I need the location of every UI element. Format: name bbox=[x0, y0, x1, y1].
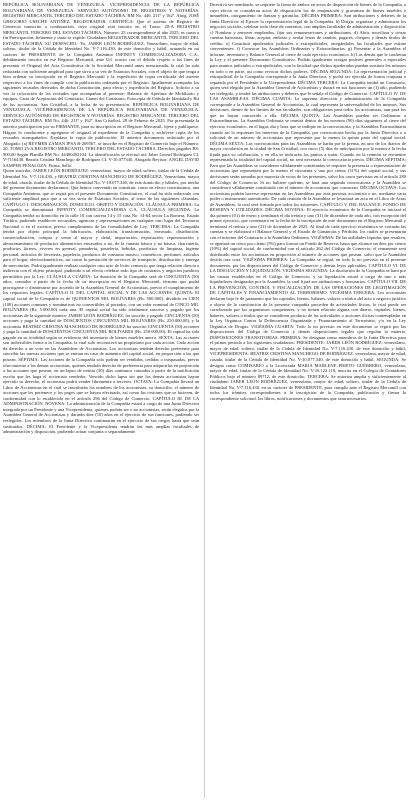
column-text: Quien suscribe, JABER LEÓN RODRÍGUEZ, venezolano, mayor de edad, soltero, titular de la Cédula de Identidad No. V-7.116.430, y BEATRIZ CRISTINA MANCHEGO DE RODRÍGUEZ, Venezolana, mayor de edad, casada, titular de la Cédula de Identidad No. V-10.077.340, de este domicilio y hábiles, por medio del presente documento declaramos: Que hemos convenido en constituir, como en efecto constituimos, una Compañía Anónima, que se regirá por el presente Documento Constitutivo, el cual ha sido redactado con suficiente amplitud para que a su vez sirva de Estatutos Sociales, al tenor de las siguientes cláusulas: CAPÍTULO I. DENOMINACIÓN, DOMICILIO, OBJETO Y DURACIÓN. CLÁUSULA PRIMERA: La Compañía se denominará INFINITY COMERCIALIZADORA C.A. CLÁUSULA SEGUNDA: La Compañía tendrá su domicilio en la calle 10 con carrera 14 y 15 casa No. 14-64 sector La Romera, Estado Táchira, pudiendo establecer sucursales, agencias y representaciones en cualquier otro lugar del Territorio Nacional o en el exterior, previo cumplimiento de las formalidades de Ley. TERCERA: La Compañía tendrá por objeto principal la fabricación, elaboración, transformación, envasado, distribución, comercialización, compra y venta al mayor y detal, importación, exportación, representación y almacenamiento de productos alimenticios envasados o no, de la canasta básica y no básica, charcutería, productos lácteos, víveres en general, panadería, pastelería, bebidas, productos de limpieza, higiene personal, artículos de ferretería, papelería, productos de consumo masivo, cosméticos, perfumes, artículos para el hogar, electrodomésticos, así como la prestación de servicios de transporte, distribución y entrega de mercancías. Podrá igualmente realizar cualquier otro acto de lícito comercio que tenga relación directa o indirecta con el objeto principal, pudiendo a tal efecto celebrar todo tipo de contratos y negocios jurídicos permitidos por la Ley. CLÁUSULA CUARTA: La duración de la Compañía será de CINCUENTA (50) años, contados a partir de la fecha de su inscripción en el Registro Mercantil, término que podrá prorrogarse o disminuirse por acuerdo de la Asamblea General de Accionistas, previo el cumplimiento de los requisitos legales. CAPÍTULO II. DEL CAPITAL SOCIAL Y DE LAS ACCIONES. QUINTA: El capital social de la Compañía es de QUINIENTOS MIL BOLÍVARES (Bs. 500.000), dividido en CIEN (100) acciones comunes y nominativas no convertibles al portador, con un valor nominal de CINCO MIL BOLÍVARES (Bs. 5.000,00) cada una. El capital social ha sido totalmente suscrito y pagado por los accionistas de la siguiente manera: JABER LEÓN RODRÍGUEZ, ha suscrito y pagado CINCUENTA (50) acciones y paga la cantidad de DOSCIENTOS CINCUENTA MIL BOLÍVARES (Bs. 250.000,00), y la accionista BEATRIZ CRISTINA MANCHEGO DE RODRÍGUEZ ha suscrito CINCUENTA (50) acciones y paga la cantidad de DOSCIENTOS CINCUENTA MIL BOLÍVARES (Bs. 250.000,00). El capital ha sido pagado en su totalidad según se evidencia del inventario de bienes muebles anexo. SEXTA: Las acciones son indivisibles frente a la Compañía, la cual solo reconocerá un propietario por cada acción. Cada acción da derecho a un voto en las Asambleas de Accionistas. Los accionistas tendrán derecho preferente para suscribir las nuevas acciones que se emitan en caso de aumento del capital social, en proporción a las que posean. SÉPTIMA: Las acciones de la Compañía sólo podrán ser vendidas, cedidas o traspasadas, previo ofrecimiento a los demás accionistas, quienes tendrán derecho de preferencia para adquirirlas en proporción a las acciones que posean, en un lapso de treinta (30) días continuos contados a partir de la notificación escrita que les haga el accionista vendedor. Vencido dicho lapso sin que los demás accionistas hayan ejercido su derecho, el accionista podrá vender libremente a terceros. OCTAVA: La Compañía llevará un Libro de Accionistas en el cual se inscribirán los nombres de los accionistas, su domicilio, el número de acciones que les pertenece y los pagos que se hayan efectuado, así como las cesiones que se hicieren, de conformidad con lo establecido en el artículo 296 del Código de Comercio. CAPÍTULO III. DE LA ADMINISTRACIÓN. NOVENA: La administración de la Compañía estará a cargo de una Junta Directiva integrada por un Presidente y una Vicepresidenta, quienes podrán ser o no accionistas, serán elegidos por la Asamblea General de Accionistas y durarán diez (10) años en el ejercicio de sus funciones, pudiendo ser reelegidos. Los miembros de la Junta Directiva continuarán en el ejercicio de sus cargos hasta que sean sustituidos. DÉCIMA: El Presidente y la Vicepresidenta tendrán las más amplias facultades de administración y disposición, pudiendo actuar conjunta o separadamente. bbox=[3, 168, 200, 435]
column-text: Directiva ser nombrado, se requiere la firma de ambos en actos de disposición de bienes de la Compañía, a cuyo efecto se consideran actos de disposición los de enajenación y gravamen de bienes muebles e inmuebles, otorgamiento de fianzas y garantías. DÉCIMA PRIMERA: Son atribuciones y deberes de la Junta Directiva: a) Ejercer la representación legal de la Compañía. b) Dirigir, organizar y administrar los negocios sociales, celebrar toda clase de contratos, con amplias facultades de administración y disposición. c) Nombrar y remover empleados, fijar sus remuneraciones y atribuciones. d) Abrir, movilizar y cerrar cuentas bancarias, librar, aceptar, endosar y avalar letras de cambio, pagarés, cheques y demás títulos de crédito. e) Constituir apoderados judiciales o extrajudiciales, otorgándoles las facultades que estime convenientes. f) Convocar las Asambleas Ordinarias y Extraordinarias. g) Presentar a la Asamblea el informe, inventario y Balance General al cierre de cada ejercicio económico. h) Las demás que le confieran la Ley y el presente Documento Constitutivo. Podrán igualmente otorgar poderes generales o especiales para asuntos judiciales o extrajudiciales, con la facultad que dichos apoderados puedan sustituir los mismos en todo o en parte, así como revocar dichos poderes. DÉCIMA SEGUNDA: La representación judicial y extrajudicial de la Compañía corresponde a la Junta Directiva, y podrá ser ejercida de forma conjunta o separada por el Presidente o la Vicepresidenta. DÉCIMA TERCERA: La Compañía tendrá un Comisario, quien será elegido por la Asamblea General de Accionistas y durará en sus funciones un (1) año, pudiendo ser reelegido, y tendrá las atribuciones y deberes que le señala el Código de Comercio. CAPÍTULO IV. DE LAS ASAMBLEAS. DÉCIMA CUARTA: La suprema dirección y administración de la Compañía corresponde a la Asamblea General de Accionistas, la cual representa la universalidad de los mismos. Sus decisiones, dentro de los límites de sus facultades, son obligatorias para todos los accionistas, aun para los que no hayan concurrido a ella. DÉCIMA QUINTA: Las Asambleas pueden ser Ordinarias o Extraordinarias. La Asamblea Ordinaria se reunirá dentro de los noventa (90) días siguientes al cierre del ejercicio económico, en el lugar, día y hora que se indique en la convocatoria, y la Asamblea Extraordinaria cuando así lo requieran los intereses de la Compañía, por convocatoria hecha por la Junta Directiva o a solicitud de un número de accionistas que represente por lo menos la quinta parte del capital social. DÉCIMA SEXTA: Las convocatorias para las Asambleas se harán por la prensa, en uno de los diarios de mayor circulación en la ciudad de San Cristóbal, con cinco (5) días de anticipación por lo menos a la fecha fijada para su celebración, y en ella se indicarán los puntos a tratar. Cuando en la reunión se encuentre representada la totalidad del capital social, no será necesaria la convocatoria previa. DÉCIMA SÉPTIMA: Para que las Asambleas se consideren válidamente constituidas se requiere la presencia o representación de accionistas que representen por lo menos el cincuenta y uno por ciento (51%) del capital social, y sus decisiones serán tomadas por mayoría de votos de los presentes, salvo los casos previstos en el artículo 280 del Código de Comercio. Si no hubiere quórum, se hará una segunda convocatoria y la Asamblea se considerará válidamente constituida con el número de accionistas que concurran. DÉCIMA OCTAVA: Los accionistas podrán hacerse representar en las Asambleas por otra persona, accionista o no, mediante carta poder o instrumento autenticado. De cada reunión de la Asamblea se levantará un acta en el Libro de Actas de Asambleas, la cual será firmada por todos los asistentes. CAPÍTULO V. DEL BALANCE, FONDO DE RESERVA Y UTILIDADES. DÉCIMA NOVENA: El ejercicio económico de la Compañía se iniciará el día primero (01) de enero y terminará el día treinta y uno (31) de diciembre de cada año, con excepción del primer ejercicio, que comenzará en la fecha de la inscripción de este documento en el Registro Mercantil y terminará el treinta y uno (31) de diciembre de 2025. Al final de cada ejercicio económico se cortarán las cuentas y se elaborará el Balance General y el Estado de Ganancias y Pérdidas, los cuales se presentarán con el informe del Comisario a la Asamblea Ordinaria. VIGÉSIMA: De las utilidades líquidas que resulten, se apartará un cinco por ciento (5%) para formar un Fondo de Reserva, hasta que alcance un diez por ciento (10%) del capital social, de conformidad con el artículo 262 del Código de Comercio; el remanente será distribuido entre los accionistas en proporción al número de acciones que posean, salvo que la Asamblea decida otra cosa. VIGÉSIMA PRIMERA: La Compañía se regirá, en todo lo no previsto en el presente documento, por las disposiciones del Código de Comercio y demás leyes aplicables. CAPÍTULO VI. DE LA DISOLUCIÓN Y LIQUIDACIÓN. VIGÉSIMA SEGUNDA: La disolución de la Compañía se hará por las causas establecidas en el Código de Comercio, y su liquidación estará a cargo de uno o más liquidadores designados por la Asamblea, la cual fijará sus atribuciones y honorarios. CAPÍTULO VII. DE LA PREVENCIÓN, CONTROL Y FISCALIZACIÓN DE LAS OPERACIONES DE LEGITIMACIÓN DE CAPITALES Y FINANCIAMIENTO AL TERRORISMO. VIGÉSIMA TERCERA: Los accionistas declaran bajo fe de juramento que los capitales, bienes, haberes, valores o títulos del acto o negocio jurídico a objeto de la constitución de la presente compañía proceden de actividades lícitas, lo cual puede ser corroborado por los organismos competentes, y no tienen relación alguna con dinero, capitales, bienes, haberes, valores o títulos que se consideren producto de las actividades o acciones ilícitas contempladas en la Ley Orgánica Contra la Delincuencia Organizada y Financiamiento al Terrorismo, y/o en la Ley Orgánica de Drogas. VIGÉSIMA CUARTA: Todo lo no previsto en este documento se regirá por las disposiciones del Código de Comercio y demás disposiciones legales que regulan la materia. DISPOSICIONES TRANSITORIAS. PRIMERA: Se designan como miembros de la Junta Directiva para el primer período a los siguientes ciudadanos: PRESIDENTE: JABER LEÓN RODRÍGUEZ, venezolano, mayor de edad, soltero, titular de la Cédula de Identidad No. V-7.116.430, de este domicilio y hábil; VICEPRESIDENTA: BEATRIZ CRISTINA MANCHEGO DE RODRÍGUEZ, venezolana, mayor de edad, casada, titular de la Cédula de Identidad No. V-10.077.340, de este domicilio y hábil. SEGUNDA: Se designa como COMISARIO a la Licenciada MARIA MARLENE PRIETO GUERRERO, venezolana, mayor de edad, titular de la Cédula de Identidad No. V-16.122.118, inscrita en el Colegio de Contadores Públicos bajo el número 89712, de este domicilio. TERCERA: Se autoriza amplia y suficientemente al ciudadano JABER LEÓN RODRÍGUEZ, venezolano, mayor de edad, soltero, titular de la Cédula de Identidad No. V-7.116.430, en su carácter de PRESIDENTE, para cumplir ante el Registro Mercantil con todos los trámites correspondientes a la inscripción de la Compañía, publicación y firmar la correspondiente solicitud, los libros, notificaciones y documentos que sean necesarios. bbox=[209, 2, 406, 401]
column-text: REPÚBLICA BOLIVARIANA DE VENEZUELA. VICEPRESIDENCIA DE LA REPÚBLICA BOLIVARIANA DE VENEZUELA. SERVICIO AUTÓNOMO DE REGISTROS Y NOTARÍAS. REGISTRO MERCANTIL TERCERO DEL ESTADO TÁCHIRA. RM No. 446. 211º y 162º. Abog. JOSÉ GREGORIO USECHE ANTIÑEZ, REGISTRADOR. CERTIFICA: Que el asiento de Registro de Comercio transcrito a continuación, cuyo original está inscrito en el Tomo: 20-A REGISTRO MERCANTIL TERCERO DEL ESTADO TÁCHIRA, Número: 25 correspondiente al año 2025, es como a fin Participación, fielmente y tanto se expide: Ciudadano REGISTRADOR MERCANTIL TERCERO DEL ESTADO TÁCHIRA. SU DESPACHO.- Yo, JABER LEÓN RODRÍGUEZ, Venezolano, mayor de edad, soltero, titular de la Cédula de Identidad No. V-7.116.430, de este domicilio y hábil, actuando en mi carácter de PRESIDENTE de la Compañía Anónima INFINITY COMERCIALIZADORA C.A., debidamente inscrita en ese Registro Mercantil, ante Ud. ocurro con el debido respeto a los fines de presentar el Original del Acta Constitutiva de la Sociedad Mercantil antes mencionada, la cual ha sido redactada con suficiente amplitud para que sirva a su vez de Estatutos Sociales, con el objeto de que tenga a bien ordenar su inscripción en el Registro Mercantil y la expedición de copia certificada del asiento respectivo a los fines de cumplir con la publicación ordenada por el Registro. Igualmente acompaño los siguientes recaudos derivados de dicha Constitución, para efecto y expedición del Registro. Solicito a su vez la colocación de los recaudos que acompañan al presente: Balance de Apertura de Mobiliario y equipos, Carta de Aceptación del Comisario, Carnet del Comisario, Fotocopia de Cédula de Identidad y Rif de los accionistas. San Cristóbal, a la fecha de su presentación. REPÚBLICA BOLIVARIANA DE VENEZUELA. VICEPRESIDENCIA DE LA REPÚBLICA BOLIVARIANA DE VENEZUELA. SERVICIO AUTÓNOMO DE REGISTROS Y NOTARÍAS. REGISTRO MERCANTIL TERCERO DEL ESTADO TÁCHIRA. RM No. 446. 211º y 162º. San Cristóbal, 28 de Febrero de 2025. Por presentada la anterior participación por su FIRMANTE, para su inscripción en el Registro Mercantil, fíjese y publíquese. Hágase lo conducente y agréguese el original al expediente de la Compañía y archívese copia de los recaudos acompañados. Expídase la copia de publicación. El anterior documento redactado por el Abogado: (a) REYMER ZAMAN IPSA R-209567, se inscribe en el Registro de Comercio bajo el Número: 20, TOMO 25-A REGISTRO MERCANTIL TERCERO DEL ESTADO TÁCHIRA. Derechos pagados BS: 900,00 Según Planilla RM No. 44400492104. La identificación se efectuó así: Jaber Leonel Rodríguez CI. V-7116430. Beatriz Cristina Manchego de Rodríguez CI. V-10.077340. Abogado Revisor: ANGEL DAVID SAMPER PEÑALOZA. Firma, Sello. bbox=[3, 2, 200, 168]
text-column-left bbox=[3, 2, 199, 798]
text-column-right bbox=[210, 2, 406, 798]
column-divider bbox=[204, 2, 205, 798]
